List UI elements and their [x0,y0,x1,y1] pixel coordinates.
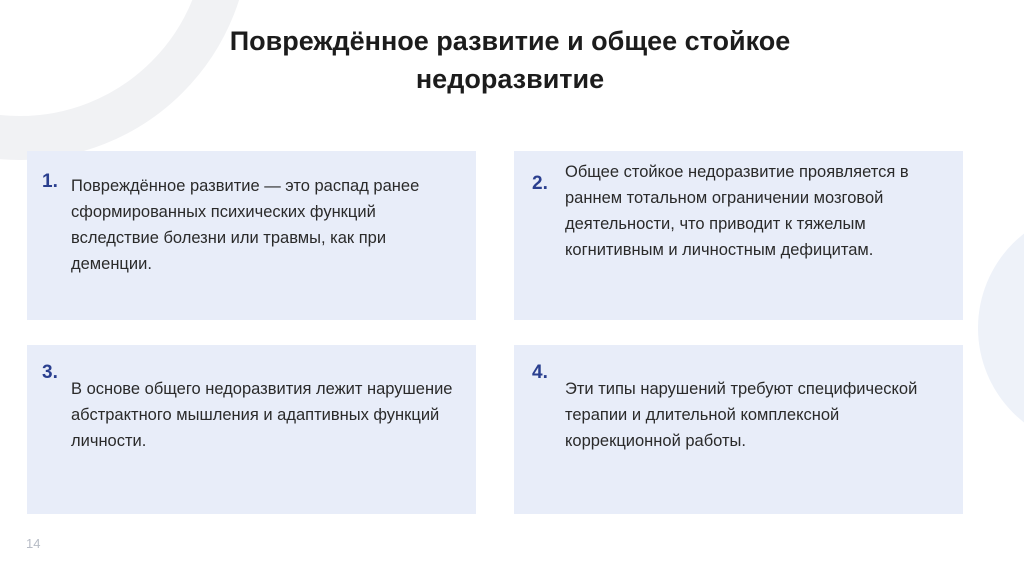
card-number: 3. [42,362,58,383]
card-number: 2. [532,173,548,194]
card-number: 4. [532,362,548,383]
info-card-1 [27,151,476,320]
card-number: 1. [42,171,58,192]
card-text: В основе общего недоразвития лежит нарушение абстрактного мышления и адаптивных функций личности. [71,380,453,450]
info-card-4 [514,345,963,514]
info-card-2 [514,151,963,320]
card-text: Общее стойкое недоразвитие проявляется в раннем тотальном ограничении мозговой деятельности, что приводит к тяжелым когнитивным и личностным дефицитам. [565,163,909,259]
card-text: Эти типы нарушений требуют специфической терапии и длительной комплексной коррекционной работы. [565,380,918,450]
card-text: Повреждённое развитие — это распад ранее сформированных психических функций вследствие болезни или травмы, как при деменции. [71,177,420,273]
decorative-circle [978,208,1024,448]
page-number: 14 [26,536,41,551]
slide-title [120,22,900,98]
info-card-3 [27,345,476,514]
slide-title-line1: Повреждённое развитие и общее стойкое [229,26,791,56]
slide-title-line2: недоразвитие [415,64,605,94]
